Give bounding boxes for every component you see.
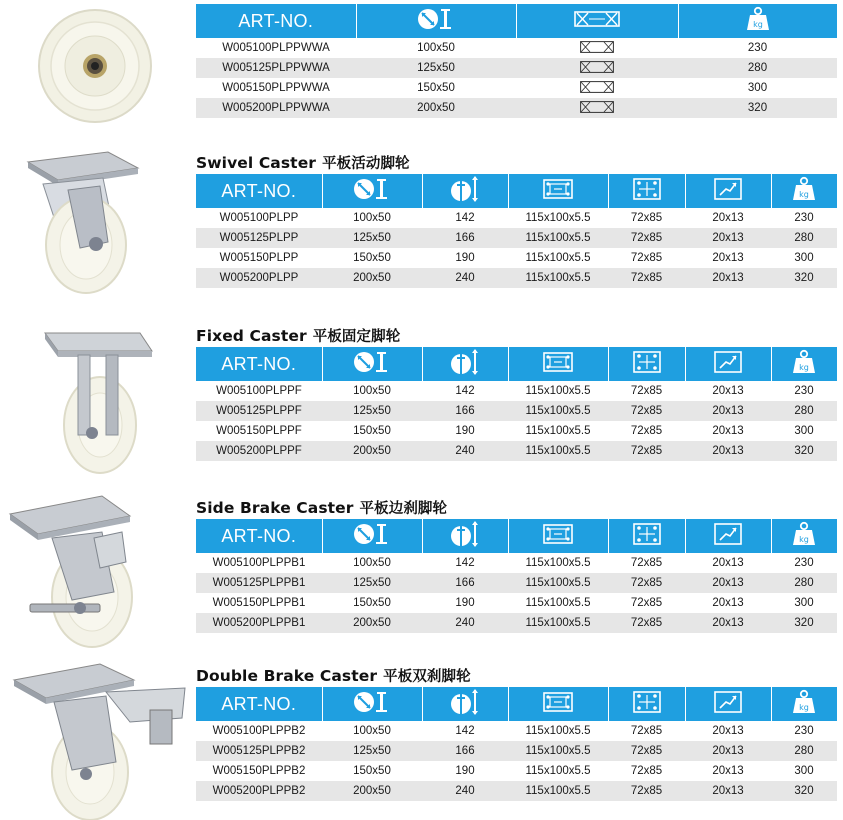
table-row <box>196 208 837 228</box>
bolt-hole-size-cell: 20x13 <box>685 208 771 228</box>
bolt-hole-size-icon <box>713 522 743 551</box>
load-weight-cell: 280 <box>771 228 837 248</box>
table-row <box>196 593 837 613</box>
height-cell: 166 <box>422 401 508 421</box>
bolt-hole-size-cell: 20x13 <box>685 781 771 801</box>
bolt-hole-size-header <box>685 519 771 553</box>
wheel-size-header <box>322 519 422 553</box>
wheel-size-icon <box>416 6 456 37</box>
load-weight-cell: 300 <box>771 593 837 613</box>
height-cell: 142 <box>422 553 508 573</box>
top-plate-size-cell: 115x100x5.5 <box>508 421 608 441</box>
top-plate-size-cell: 115x100x5.5 <box>508 721 608 741</box>
wheel-size-cell: 125x50 <box>322 228 422 248</box>
section-title <box>196 497 447 518</box>
svg-text:kg: kg <box>799 362 810 372</box>
top-plate-size-cell <box>516 78 678 98</box>
plate-diagram-icon <box>580 44 614 56</box>
height-cell: 190 <box>422 593 508 613</box>
wheel-size-cell: 125x50 <box>322 573 422 593</box>
bolt-hole-spacing-icon <box>631 522 663 551</box>
table-row <box>196 421 837 441</box>
top-plate-size-cell <box>516 58 678 78</box>
art-no-cell: W005125PLPPWWA <box>196 58 356 78</box>
top-spec-table <box>196 4 837 118</box>
art-no-cell: W005125PLPPB2 <box>196 741 322 761</box>
top-plate-size-cell: 115x100x5.5 <box>508 593 608 613</box>
wheel-size-cell: 200x50 <box>322 441 422 461</box>
bolt-hole-spacing-header <box>608 687 685 721</box>
load-weight-header <box>771 174 837 208</box>
wheel-size-cell: 200x50 <box>322 268 422 288</box>
height-cell: 190 <box>422 248 508 268</box>
art-no-header <box>196 174 322 208</box>
bolt-hole-spacing-cell: 72x85 <box>608 593 685 613</box>
wheel-size-cell: 150x50 <box>356 78 516 98</box>
wheel-size-cell: 125x50 <box>356 58 516 78</box>
wheel-size-cell: 150x50 <box>322 421 422 441</box>
art-no-label: ART-NO. <box>221 353 297 374</box>
height-cell: 142 <box>422 381 508 401</box>
swivel-caster-photo <box>8 150 158 295</box>
art-no-cell: W005125PLPP <box>196 228 322 248</box>
bolt-hole-size-cell: 20x13 <box>685 613 771 633</box>
load-weight-cell: 320 <box>771 781 837 801</box>
load-weight-icon <box>791 176 817 207</box>
load-weight-icon <box>791 521 817 552</box>
spec-table <box>196 687 837 801</box>
top-plate-size-header <box>508 174 608 208</box>
height-header <box>422 174 508 208</box>
top-plate-size-cell: 115x100x5.5 <box>508 781 608 801</box>
bolt-hole-size-cell: 20x13 <box>685 228 771 248</box>
top-plate-header <box>516 4 678 38</box>
table-row <box>196 248 837 268</box>
bolt-hole-spacing-cell: 72x85 <box>608 441 685 461</box>
bolt-hole-spacing-cell: 72x85 <box>608 208 685 228</box>
bolt-hole-size-header <box>685 347 771 381</box>
bolt-hole-spacing-header <box>608 519 685 553</box>
bolt-hole-size-cell: 20x13 <box>685 741 771 761</box>
table-row <box>196 761 837 781</box>
bolt-hole-spacing-icon <box>631 690 663 719</box>
height-cell: 142 <box>422 208 508 228</box>
table-row <box>196 38 837 58</box>
wheel-size-cell: 200x50 <box>322 613 422 633</box>
top-plate-size-cell: 115x100x5.5 <box>508 741 608 761</box>
bolt-hole-spacing-cell: 72x85 <box>608 761 685 781</box>
top-plate-size-icon <box>542 690 574 719</box>
wheel-size-cell: 150x50 <box>322 248 422 268</box>
section-title-en: Fixed Caster <box>196 327 307 345</box>
bolt-hole-size-header <box>685 174 771 208</box>
wheel-size-cell: 200x50 <box>322 781 422 801</box>
top-plate-size-cell: 115x100x5.5 <box>508 401 608 421</box>
top-plate-size-cell <box>516 38 678 58</box>
bolt-hole-size-cell: 20x13 <box>685 441 771 461</box>
wheel-size-cell: 100x50 <box>356 38 516 58</box>
load-weight-header <box>771 347 837 381</box>
load-weight-cell: 230 <box>678 38 837 58</box>
height-header <box>422 519 508 553</box>
top-plate-size-icon <box>542 522 574 551</box>
height-cell: 166 <box>422 228 508 248</box>
bolt-hole-size-cell: 20x13 <box>685 421 771 441</box>
wheel-size-icon <box>352 349 392 380</box>
height-icon <box>450 520 480 553</box>
load-weight-header <box>771 519 837 553</box>
art-no-cell: W005200PLPPF <box>196 441 322 461</box>
section-title-cn: 平板双刹脚轮 <box>383 669 471 685</box>
svg-text:kg: kg <box>752 19 763 29</box>
bolt-hole-size-cell: 20x13 <box>685 573 771 593</box>
fixed-caster-photo <box>30 325 160 475</box>
height-cell: 166 <box>422 741 508 761</box>
art-no-cell: W005150PLPPB2 <box>196 761 322 781</box>
section-title-en: Double Brake Caster <box>196 667 378 685</box>
art-no-cell: W005100PLPPF <box>196 381 322 401</box>
spec-table <box>196 174 837 288</box>
top-plate-size-cell: 115x100x5.5 <box>508 573 608 593</box>
table-row <box>196 58 837 78</box>
bolt-hole-size-cell: 20x13 <box>685 721 771 741</box>
bolt-hole-spacing-header <box>608 347 685 381</box>
section-title-en: Side Brake Caster <box>196 499 354 517</box>
wheel-photo <box>35 6 155 126</box>
load-weight-cell: 320 <box>771 268 837 288</box>
art-no-cell: W005200PLPPB1 <box>196 613 322 633</box>
table-row <box>196 78 837 98</box>
table-row <box>196 381 837 401</box>
bolt-hole-size-icon <box>713 350 743 379</box>
art-no-cell: W005100PLPPB1 <box>196 553 322 573</box>
wheel-size-cell: 100x50 <box>322 553 422 573</box>
load-weight-cell: 230 <box>771 381 837 401</box>
top-plate-size-cell: 115x100x5.5 <box>508 441 608 461</box>
art-no-cell: W005125PLPPF <box>196 401 322 421</box>
load-header <box>678 4 837 38</box>
load-weight-cell: 300 <box>771 761 837 781</box>
plate-diagram-icon <box>580 84 614 96</box>
art-no-cell: W005150PLPPF <box>196 421 322 441</box>
height-icon <box>450 175 480 208</box>
art-no-cell: W005100PLPPB2 <box>196 721 322 741</box>
top-plate-size-icon <box>574 10 620 33</box>
bolt-hole-spacing-cell: 72x85 <box>608 268 685 288</box>
height-cell: 166 <box>422 573 508 593</box>
bolt-hole-size-cell: 20x13 <box>685 248 771 268</box>
bolt-hole-size-cell: 20x13 <box>685 268 771 288</box>
bolt-hole-size-cell: 20x13 <box>685 381 771 401</box>
art-no-cell: W005125PLPPB1 <box>196 573 322 593</box>
wheel-size-header <box>322 687 422 721</box>
load-weight-cell: 300 <box>771 421 837 441</box>
top-plate-size-cell: 115x100x5.5 <box>508 613 608 633</box>
height-header <box>422 347 508 381</box>
art-no-cell: W005150PLPPWWA <box>196 78 356 98</box>
table-row <box>196 98 837 118</box>
load-weight-cell: 280 <box>771 741 837 761</box>
table-row <box>196 741 837 761</box>
section-title-cn: 平板活动脚轮 <box>322 156 410 172</box>
load-weight-icon <box>791 689 817 720</box>
table-row <box>196 721 837 741</box>
table-row <box>196 613 837 633</box>
wheel-size-icon <box>352 521 392 552</box>
wheel-size-cell: 125x50 <box>322 741 422 761</box>
bolt-hole-spacing-cell: 72x85 <box>608 228 685 248</box>
load-weight-cell: 280 <box>771 573 837 593</box>
bolt-hole-size-cell: 20x13 <box>685 761 771 781</box>
bolt-hole-spacing-header <box>608 174 685 208</box>
load-weight-icon <box>791 349 817 380</box>
wheel-size-cell: 100x50 <box>322 381 422 401</box>
load-weight-cell: 320 <box>678 98 837 118</box>
bolt-hole-spacing-cell: 72x85 <box>608 401 685 421</box>
wheel-size-header <box>322 174 422 208</box>
height-cell: 142 <box>422 721 508 741</box>
load-weight-cell: 230 <box>771 208 837 228</box>
wheel-size-cell: 150x50 <box>322 761 422 781</box>
wheel-size-cell: 150x50 <box>322 593 422 613</box>
art-no-header <box>196 4 356 38</box>
top-plate-size-cell: 115x100x5.5 <box>508 761 608 781</box>
top-plate-size-cell: 115x100x5.5 <box>508 248 608 268</box>
section-title <box>196 152 410 173</box>
section-title-cn: 平板固定脚轮 <box>312 329 401 345</box>
spec-table <box>196 519 837 633</box>
height-header <box>422 687 508 721</box>
art-no-cell: W005200PLPP <box>196 268 322 288</box>
height-icon <box>450 688 480 721</box>
art-no-cell: W005100PLPP <box>196 208 322 228</box>
side-brake-caster-photo <box>2 492 167 652</box>
art-no-label: ART-NO. <box>238 10 314 31</box>
art-no-label: ART-NO. <box>221 693 297 714</box>
bolt-hole-size-icon <box>713 690 743 719</box>
bolt-hole-spacing-icon <box>631 177 663 206</box>
top-plate-size-cell: 115x100x5.5 <box>508 228 608 248</box>
load-weight-icon <box>745 6 771 37</box>
bolt-hole-spacing-cell: 72x85 <box>608 421 685 441</box>
art-no-label: ART-NO. <box>221 180 297 201</box>
bolt-hole-spacing-cell: 72x85 <box>608 721 685 741</box>
bolt-hole-size-cell: 20x13 <box>685 593 771 613</box>
bolt-hole-spacing-icon <box>631 350 663 379</box>
height-cell: 190 <box>422 761 508 781</box>
top-plate-size-header <box>508 687 608 721</box>
load-weight-cell: 300 <box>678 78 837 98</box>
load-weight-cell: 230 <box>771 721 837 741</box>
svg-text:kg: kg <box>799 189 810 199</box>
height-icon <box>450 348 480 381</box>
bolt-hole-spacing-cell: 72x85 <box>608 573 685 593</box>
table-row <box>196 553 837 573</box>
art-no-header <box>196 519 322 553</box>
plate-diagram-icon <box>580 64 614 76</box>
wheel-size-icon <box>352 689 392 720</box>
height-cell: 190 <box>422 421 508 441</box>
height-cell: 240 <box>422 613 508 633</box>
load-weight-cell: 230 <box>771 553 837 573</box>
wheel-size-cell: 100x50 <box>322 208 422 228</box>
table-row <box>196 441 837 461</box>
height-cell: 240 <box>422 781 508 801</box>
art-no-cell: W005100PLPPWWA <box>196 38 356 58</box>
top-plate-size-icon <box>542 177 574 206</box>
bolt-hole-spacing-cell: 72x85 <box>608 553 685 573</box>
height-cell: 240 <box>422 268 508 288</box>
art-no-cell: W005200PLPPB2 <box>196 781 322 801</box>
top-plate-size-header <box>508 347 608 381</box>
svg-text:kg: kg <box>799 534 810 544</box>
bolt-hole-spacing-cell: 72x85 <box>608 781 685 801</box>
wheel-size-icon <box>352 176 392 207</box>
wheel-size-cell: 200x50 <box>356 98 516 118</box>
table-row <box>196 573 837 593</box>
table-row <box>196 781 837 801</box>
top-plate-size-cell <box>516 98 678 118</box>
top-plate-size-icon <box>542 350 574 379</box>
bolt-hole-spacing-cell: 72x85 <box>608 613 685 633</box>
bolt-hole-size-icon <box>713 177 743 206</box>
table-row <box>196 401 837 421</box>
load-weight-cell: 300 <box>771 248 837 268</box>
wheel-size-header <box>356 4 516 38</box>
art-no-cell: W005150PLPPB1 <box>196 593 322 613</box>
section-title <box>196 325 400 346</box>
load-weight-cell: 280 <box>771 401 837 421</box>
top-plate-size-cell: 115x100x5.5 <box>508 381 608 401</box>
load-weight-cell: 320 <box>771 613 837 633</box>
bolt-hole-size-cell: 20x13 <box>685 401 771 421</box>
top-plate-size-header <box>508 519 608 553</box>
wheel-size-cell: 100x50 <box>322 721 422 741</box>
load-weight-header <box>771 687 837 721</box>
wheel-size-header <box>322 347 422 381</box>
section-title <box>196 665 471 686</box>
table-row <box>196 228 837 248</box>
art-no-header <box>196 347 322 381</box>
top-plate-size-cell: 115x100x5.5 <box>508 268 608 288</box>
bolt-hole-size-cell: 20x13 <box>685 553 771 573</box>
section-title-en: Swivel Caster <box>196 154 317 172</box>
art-no-header <box>196 687 322 721</box>
bolt-hole-spacing-cell: 72x85 <box>608 381 685 401</box>
art-no-cell: W005150PLPP <box>196 248 322 268</box>
spec-table <box>196 347 837 461</box>
load-weight-cell: 320 <box>771 441 837 461</box>
art-no-cell: W005200PLPPWWA <box>196 98 356 118</box>
section-title-cn: 平板边刹脚轮 <box>359 501 448 517</box>
bolt-hole-spacing-cell: 72x85 <box>608 741 685 761</box>
load-weight-cell: 280 <box>678 58 837 78</box>
art-no-label: ART-NO. <box>221 525 297 546</box>
top-plate-size-cell: 115x100x5.5 <box>508 553 608 573</box>
wheel-size-cell: 125x50 <box>322 401 422 421</box>
plate-diagram-icon <box>580 104 614 116</box>
height-cell: 240 <box>422 441 508 461</box>
svg-text:kg: kg <box>799 702 810 712</box>
double-brake-caster-photo <box>10 662 190 820</box>
top-plate-size-cell: 115x100x5.5 <box>508 208 608 228</box>
bolt-hole-spacing-cell: 72x85 <box>608 248 685 268</box>
bolt-hole-size-header <box>685 687 771 721</box>
table-row <box>196 268 837 288</box>
